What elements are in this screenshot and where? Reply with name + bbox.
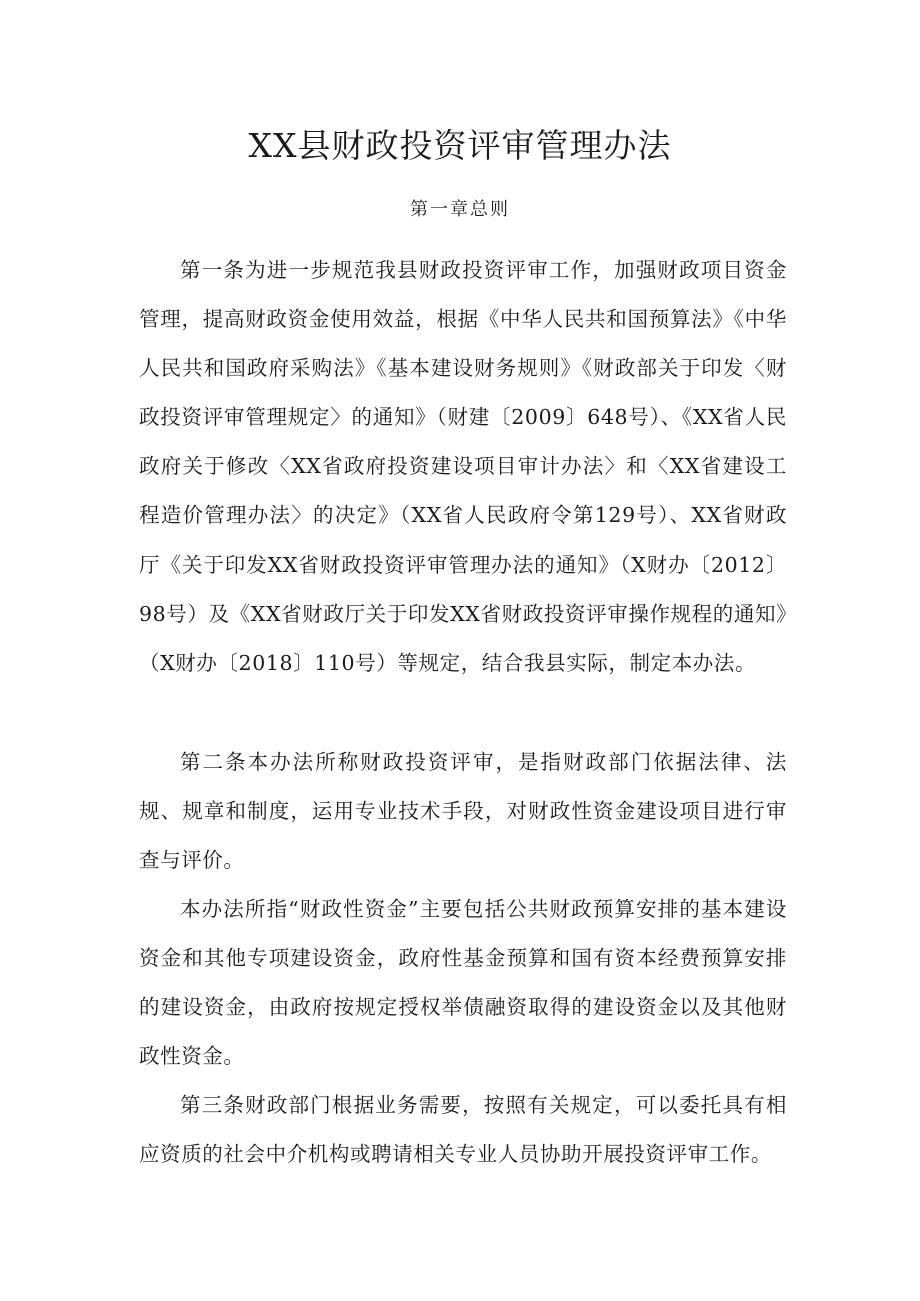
paragraph-article-3: 第三条财政部门根据业务需要，按照有关规定，可以委托具有相应资质的社会中介机构或聘请相关专业人员协助开展投资评审工作。 — [139, 1093, 787, 1167]
paragraph-fiscal-funds-definition: 本办法所指“财政性资金”主要包括公共财政预算安排的基本建设资金和其他专项建设资金，政府性基金预算和国有资本经费预算安排的建设资金，由政府按规定授权举债融资取得的建设资金以及其他财政性资金。 — [139, 897, 787, 1069]
paragraph-article-1: 第一条为进一步规范我县财政投资评审工作，加强财政项目资金管理，提高财政资金使用效益，根据《中华人民共和国预算法》《中华人民共和国政府采购法》《基本建设财务规则》《财政部关于印发〈财政投资评审管理规定〉的通知》（财建〔2009〕648号）、《XX省人民政府关于修改〈XX省政府投资建设项目审计办法〉和〈XX省建设工程造价管理办法〉的决定》（XX省人民政府令第129号）、XX省财政厅《关于印发XX省财政投资评审管理办法的通知》（X财办〔2012〕98号）及《XX省财政厅关于印发XX省财政投资评审操作规程的通知》（X财办〔2018〕110号）等规定，结合我县实际，制定本办法。 — [139, 258, 787, 675]
paragraph-article-2: 第二条本办法所称财政投资评审，是指财政部门依据法律、法规、规章和制度，运用专业技术手段，对财政性资金建设项目进行审查与评价。 — [139, 750, 787, 873]
chapter-heading: 第一章总则 — [410, 199, 510, 220]
document-title: XX县财政投资评审管理办法 — [248, 126, 672, 165]
